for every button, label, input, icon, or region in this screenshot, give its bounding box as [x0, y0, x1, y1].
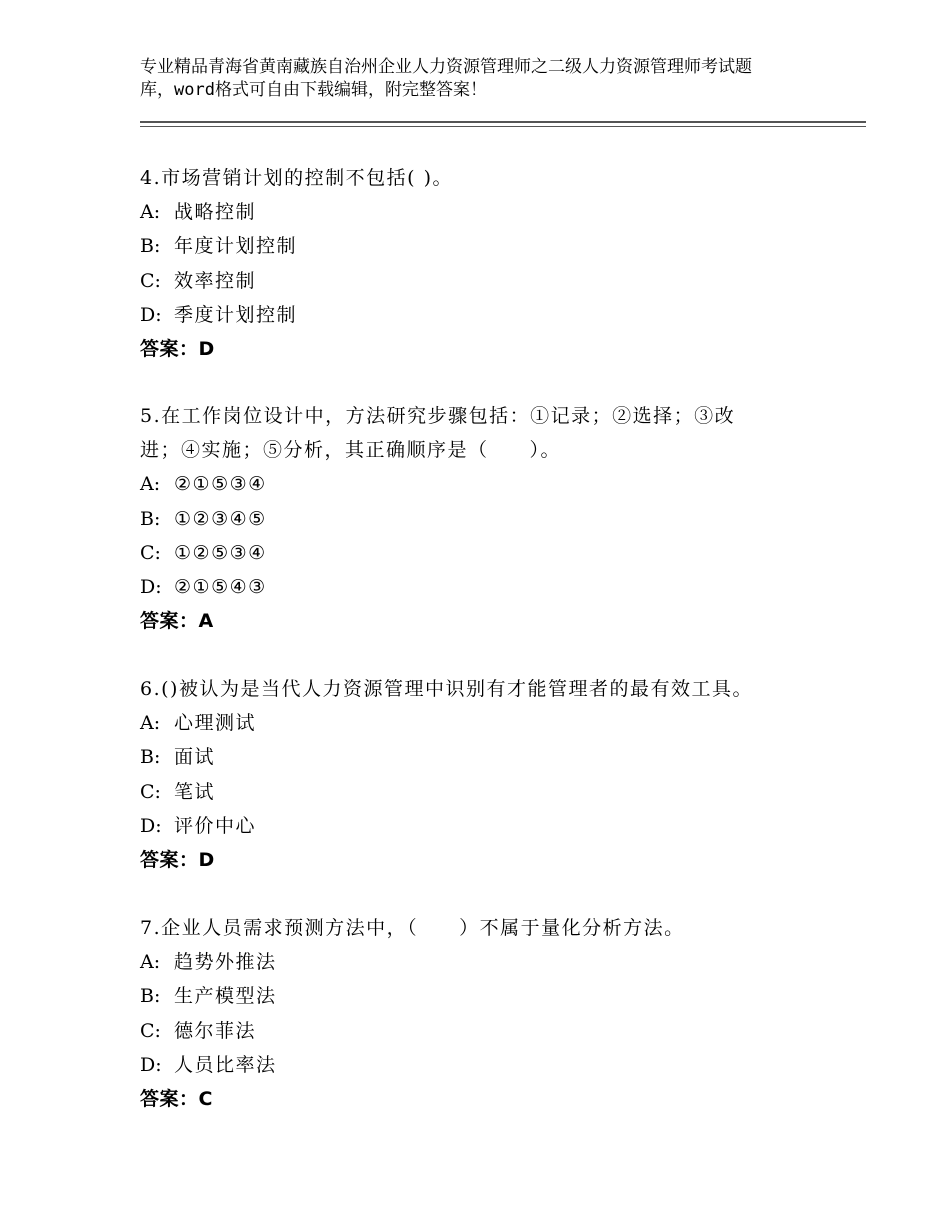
option-letter: C: [140, 541, 161, 564]
option-d [140, 570, 830, 604]
question-7 [140, 911, 830, 1116]
option-letter: D: [140, 575, 162, 598]
option-c [140, 264, 830, 298]
answer-line: 答案：D [140, 848, 215, 871]
option-letter: D: [140, 814, 162, 837]
option-text: 效率控制 [174, 269, 257, 292]
answer-line: 答案：A [140, 610, 214, 633]
question-stem-continued: 进；④实施；⑤分析，其正确顺序是（ ）。 [140, 439, 562, 462]
option-d [140, 809, 830, 843]
option-text: 德尔菲法 [174, 1019, 257, 1042]
option-letter: A: [140, 712, 161, 735]
option-text: 生产模型法 [174, 985, 277, 1008]
option-letter: B: [140, 746, 161, 769]
question-6 [140, 672, 830, 877]
option-d [140, 298, 830, 332]
option-text: 笔试 [174, 780, 216, 803]
option-letter: A: [140, 951, 161, 974]
option-a [140, 945, 830, 979]
question-stem: 6.()被认为是当代人力资源管理中识别有才能管理者的最有效工具。 [140, 678, 753, 700]
option-d [140, 1048, 830, 1082]
option-c [140, 1014, 830, 1048]
question-5 [140, 399, 830, 638]
question-stem: 4.市场营销计划的控制不包括( )。 [140, 167, 453, 189]
option-a [140, 706, 830, 740]
option-text: 趋势外推法 [174, 951, 277, 974]
option-letter: C: [140, 780, 161, 803]
option-text: ②①⑤④③ [174, 575, 267, 598]
option-b [140, 502, 830, 536]
option-b [140, 229, 830, 263]
option-letter: D: [140, 1053, 162, 1076]
option-text: 季度计划控制 [174, 303, 298, 326]
option-text: ①②⑤③④ [174, 541, 267, 564]
option-letter: B: [140, 985, 161, 1008]
question-4 [140, 161, 830, 366]
option-text: ①②③④⑤ [174, 507, 267, 530]
option-letter: B: [140, 507, 161, 530]
question-stem: 7.企业人员需求预测方法中，（ ）不属于量化分析方法。 [140, 917, 685, 939]
option-text: 年度计划控制 [174, 235, 298, 258]
header-line-1: 专业精品青海省黄南藏族自治州企业人力资源管理师之二级人力资源管理师考试题 [140, 57, 752, 77]
header-line-2: 库，word格式可自由下载编辑，附完整答案！ [140, 80, 487, 100]
option-text: 面试 [174, 746, 216, 769]
option-letter: D: [140, 303, 162, 326]
header-divider [140, 121, 866, 127]
question-stem: 5.在工作岗位设计中，方法研究步骤包括：①记录；②选择；③改 [140, 405, 736, 427]
option-text: 评价中心 [174, 814, 257, 837]
option-letter: C: [140, 1019, 161, 1042]
option-b [140, 740, 830, 774]
option-a [140, 195, 830, 229]
answer-line: 答案：C [140, 1087, 213, 1110]
answer-line: 答案：D [140, 337, 215, 360]
option-letter: A: [140, 201, 161, 224]
option-text: 战略控制 [174, 201, 257, 224]
option-a [140, 467, 830, 501]
option-letter: C: [140, 269, 161, 292]
option-letter: A: [140, 473, 161, 496]
option-text: 心理测试 [174, 712, 257, 735]
option-text: ②①⑤③④ [174, 473, 267, 496]
option-letter: B: [140, 235, 161, 258]
option-text: 人员比率法 [174, 1053, 277, 1076]
page-header [140, 56, 830, 102]
option-c [140, 536, 830, 570]
option-b [140, 979, 830, 1013]
option-c [140, 775, 830, 809]
